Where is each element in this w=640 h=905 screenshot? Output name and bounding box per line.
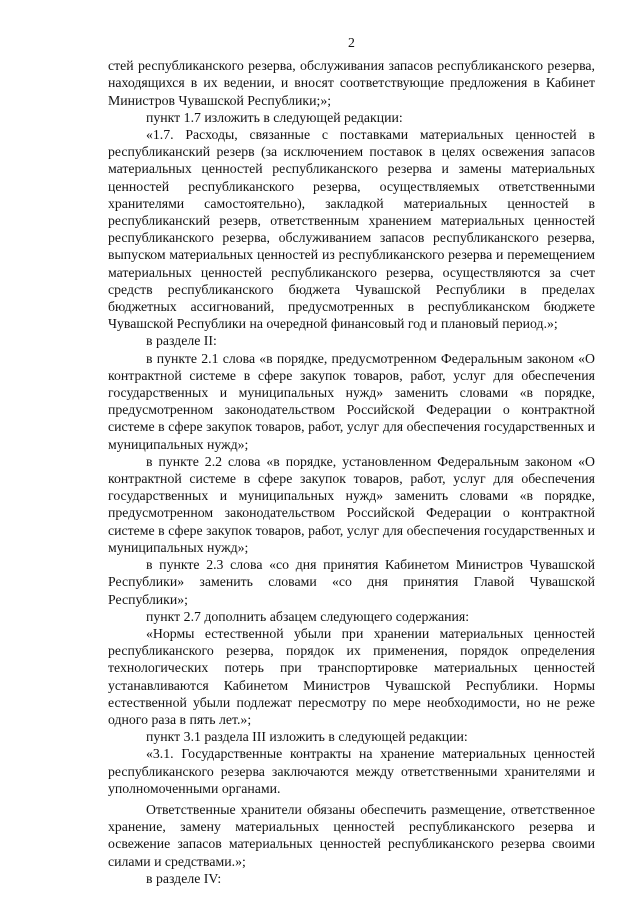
paragraph-section-4-heading: в разделе IV: (146, 870, 222, 886)
paragraph-item-1-7-text: «1.7. Расходы, связанные с поставками материальных ценностей в республиканский резерв (за исключением поставок в целях освежения запасов материальных ценностей республиканского резерва и замены материальных ценностей республиканского резерва, осуществляемых ответственными хранителями самостоятельно), закладкой материальных ценностей в республиканский резерв, ответственным хранением материальных ценностей республиканского резерва, обслуживанием запасов республиканского резерва, выпуском материальных ценностей из республиканского резерва и перемещением материальных ценностей республиканского резерва, осуществляются за счет средств республиканского бюджета Чувашской Республики в пределах бюджетных ассигнований, предусмотренных в республиканском бюджете Чувашской Республики на очередной финансовый год и плановый период.»; (108, 127, 595, 332)
paragraph-item-3-1-heading: пункт 3.1 раздела III изложить в следующей редакции: (146, 729, 468, 745)
paragraph-item-1-7-heading: пункт 1.7 изложить в следующей редакции: (146, 109, 403, 125)
page-number: 2 (348, 35, 355, 50)
paragraph-responsible-keepers: Ответственные хранители обязаны обеспечить размещение, ответственное хранение, замену материальных ценностей республиканского резерва и освежение запасов материальных ценностей республиканского резерва своими силами и средствами.»; (108, 801, 595, 869)
paragraph-item-2-7-heading: пункт 2.7 дополнить абзацем следующего содержания: (146, 608, 470, 624)
paragraph-section-2-heading: в разделе II: (146, 333, 217, 349)
paragraph-item-3-1-text: «3.1. Государственные контракты на хранение материальных ценностей республиканского резерва заключаются между ответственными хранителями и уполномоченными органами. (108, 746, 595, 796)
paragraph-item-2-7-text: «Нормы естественной убыли при хранении материальных ценностей республиканского резерва, порядок их применения, порядок определения технологических потерь при транспортировке материальных ценностей устанавливаются Кабинетом Министров Чувашской Республики. Нормы естественной убыли подлежат пересмотру по мере необходимости, но не реже одного раза в пять лет.»; (108, 625, 595, 727)
document-page (108, 34, 595, 887)
paragraph-continuation: стей республиканского резерва, обслуживания запасов республиканского резерва, находящихся в их ведении, и вносят соответствующие предложения в Кабинет Министров Чувашской Республики;»; (108, 58, 595, 108)
paragraph-item-2-3: в пункте 2.3 слова «со дня принятия Кабинетом Министров Чувашской Республики» заменить словами «со дня принятия Главой Чувашской Республики»; (108, 557, 595, 607)
paragraph-item-2-2: в пункте 2.2 слова «в порядке, установленном Федеральным законом «О контрактной системе в сфере закупок товаров, работ, услуг для обеспечения государственных и муниципальных нужд» заменить словами «в порядке, предусмотренном законодательством Российской Федерации о контрактной системе в сфере закупок товаров, работ, услуг для обеспечения государственных и муниципальных нужд»; (108, 453, 595, 555)
paragraph-item-2-1: в пункте 2.1 слова «в порядке, предусмотренном Федеральным законом «О контрактной системе в сфере закупок товаров, работ, услуг для обеспечения государственных и муниципальных нужд» заменить словами «в порядке, предусмотренном законодательством Российской Федерации о контрактной системе в сфере закупок товаров, работ, услуг для обеспечения государственных и муниципальных нужд»; (108, 350, 595, 452)
